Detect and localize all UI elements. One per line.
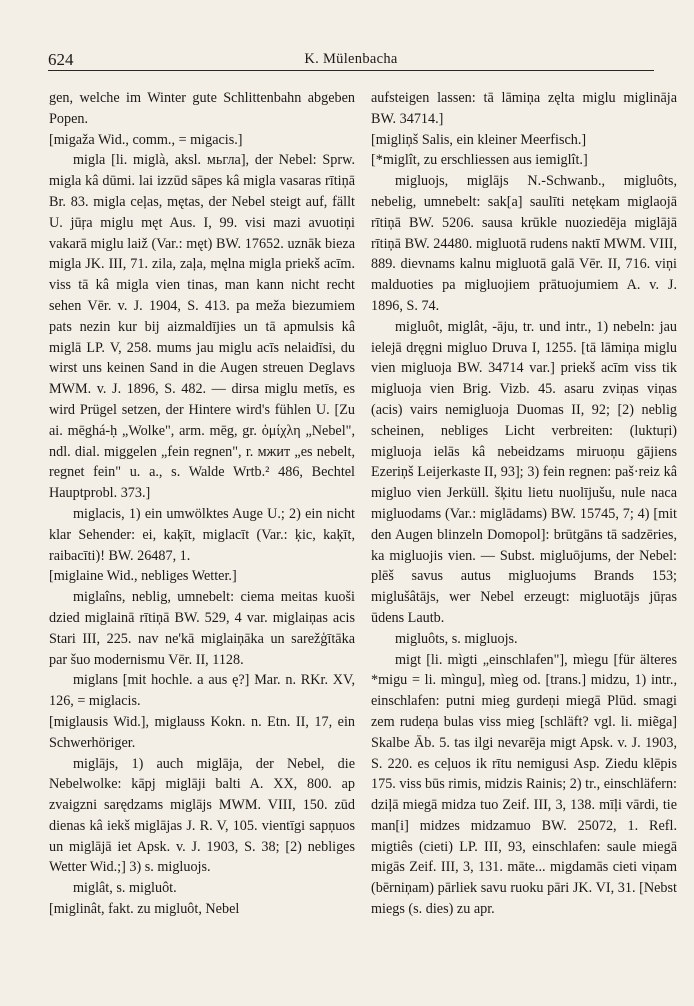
header-rule bbox=[48, 70, 654, 71]
dictionary-entry: [miglaine Wid., nebliges Wetter.] bbox=[49, 568, 237, 585]
dictionary-entry: miglaîns, neblig, umnebelt: ciema meitas kuoši dzied miglainā rītiņā BW. 529, 4 var. miglaiņas acis Stari III, 225. nav ne'kā miglaiņāka un sarežģītāka par šuo modernismu Vēr. II, 1128. bbox=[49, 589, 355, 668]
dictionary-entry: miglacis, 1) ein umwölktes Auge U.; 2) ein nicht klar Sehender: ei, kaķīt, miglacīt (Var.: ķic, kaķīt, raibacīti)! BW. 26487, 1. bbox=[49, 505, 355, 564]
dictionary-entry: [miglausis Wid.], miglauss Kokn. n. Etn. II, 17, ein Schwerhöriger. bbox=[49, 713, 355, 751]
dictionary-entry: miglājs, 1) auch miglāja, der Nebel, die Nebelwolke: kāpj miglāji balti A. XX, 800. ap zvaigzni sarędzams miglājs MWM. VIII, 150. zūd dienas kâ iekš miglājas J. R. V, 105. vientīgi sapņuos un miglājā iet Apsk. v. J. 1903, S. 38; [2) nebliges Wetter Wid.;] 3) s. migluojs. bbox=[49, 755, 355, 876]
dictionary-entry: [*miglît, zu erschliessen aus iemiglît.] bbox=[371, 152, 588, 169]
left-column bbox=[49, 88, 355, 920]
dictionary-entry: miglans [mit hochle. a aus ę?] Mar. n. RKr. XV, 126, = miglacis. bbox=[49, 672, 355, 710]
dictionary-entry: migt [li. mìgti „einschlafen"], mìegu [für älteres *migu = li. mìngu], mìeg od. [trans.] midzu, 1) intr., einschlafen: putni mieg gurdeņi miegā Plūd. smagi zem rudeņa bulas viss mieg [schläft? vgl. li. miẽga] Skalbe Āb. 5. tas ilgi nevarēja migt Apsk. v. J. 1903, S. 220. es ceļuos ik rītu nemigusi Asp. Ziedu klēpis 175. viss būs rimis, midzis Rainis; 2) tr., einschläfern: dziļā miegā midza tuo Zeif. III, 3, 138. mīļi vārdi, tie man[i] midzes midzamuo BW. 25072, 1. Refl. migtiês (cieti) LP. III, 93, einschlafen: saule miegā migās Zeif. III, 3, 131. māte... migdamās cieti viņam (bērniņam) pārliek savu ruoku pāri JK. VI, 31. [Nebst miegs (s. dies) zu apr. bbox=[371, 651, 677, 918]
dictionary-entry: [migaža Wid., comm., = migacis.] bbox=[49, 131, 243, 148]
dictionary-entry: migluôts, s. migluojs. bbox=[395, 630, 518, 647]
right-column bbox=[371, 88, 677, 920]
dictionary-entry: migla [li. miglà, aksl. мьгла], der Nebel: Sprw. migla kâ dūmi. lai izzūd sāpes kâ migla vasaras rītiņā Br. 83. migla ceļas, mętas, der Nebel steigt auf, fällt U. jūŗa miglu męt Aus. I, 99. visi mazi avuotiņi vakarā miglu laiž (Var.: męt) BW. 17652. uznāk bieza migla JK. III, 71. zila, zaļa, męlna migla priekš acīm. viss tā kâ migla vien tinas, man kann nicht recht sehen Vēr. v. J. 1904, S. 413. pa meža biezumiem pats nezin kur bij aizmaldījies un tā apmulsis kâ miglā LP. V, 258. mums jau miglu acīs nelaidīsi, du wirst uns keinen Sand in die Augen streuen Deglavs MWM. v. J. 1896, S. 482. — dirsa miglu metīs, es wird Prügel setzen, der Hintere wird's fühlen U. [Zu ai. mēghá-ḥ „Wolke", arm. mēg, gr. ὀμίχλη „Nebel", ndl. dial. miggelen „fein regnen", r. мжит „es nebelt, regnet fein" u. a., s. Walde Wrtb.² 486, Bechtel Hauptprobl. 373.] bbox=[49, 152, 355, 502]
page-number: 624 bbox=[48, 50, 74, 69]
dictionary-entry: migluôt, miglât, -āju, tr. und intr., 1) nebeln: jau ielejā dręgni migluo Druva I, 1255. [tā lāmiņa miglu vien migluoja BW. 34714 var.] priekš acīm viss tik migluoja vien Brig. Vizb. 45. asaru zviņas viņas (acis) vairs nemigluoja Duomas II, 92; [2) neblig scheinen, nebliges Licht verbreiten: (luktuŗi) migluoja ielās kâ nebeidzams miruoņu gājiens Ezeriņš Leijerkaste II, 93]; 3) fein regnen: paš·reiz kâ migluo vien Jerküll. šķitu lietu nuolījušu, nule naca migluodams (Var.: miglādams) BW. 15745, 7; 4) [mit den Augen blinzeln Domopol]: brūtgāns tā sadzēries, ka migluojis vien. — Subst. migluōjums, der Nebel: plēš savus autus migluojums Brands 153; miglušâtājs, wer Nebel erzeugt: migluotājs jūŗas ūdens Lautb. bbox=[371, 318, 677, 626]
page-header bbox=[48, 50, 654, 70]
running-title: K. Mülenbacha bbox=[304, 51, 398, 67]
dictionary-entry: miglât, s. migluôt. bbox=[73, 880, 177, 897]
dictionary-entry: [miglinât, fakt. zu migluôt, Nebel bbox=[49, 901, 240, 918]
dictionary-entry: gen, welche im Winter gute Schlittenbahn abgeben Popen. bbox=[49, 90, 355, 127]
dictionary-entry: [migliņš Salis, ein kleiner Meerfisch.] bbox=[371, 131, 587, 148]
dictionary-entry: migluojs, miglājs N.-Schwanb., migluôts, nebelig, umnebelt: sak[a] saulīti netękam miglaojā rītiņā BW. 5206. sausa krūkle nuoziedēja miglājā rītiņā BW. 24480. migluotā rudens naktī MWM. VIII, 889. dievnams kalnu migluotā galā Vēr. II, 716. viņi malduoties pa migluojiem prātuojumiem A. v. J. 1896, S. 74. bbox=[371, 173, 677, 314]
dictionary-entry: aufsteigen lassen: tā lāmiņa zęlta miglu miglināja BW. 34714.] bbox=[371, 90, 677, 127]
